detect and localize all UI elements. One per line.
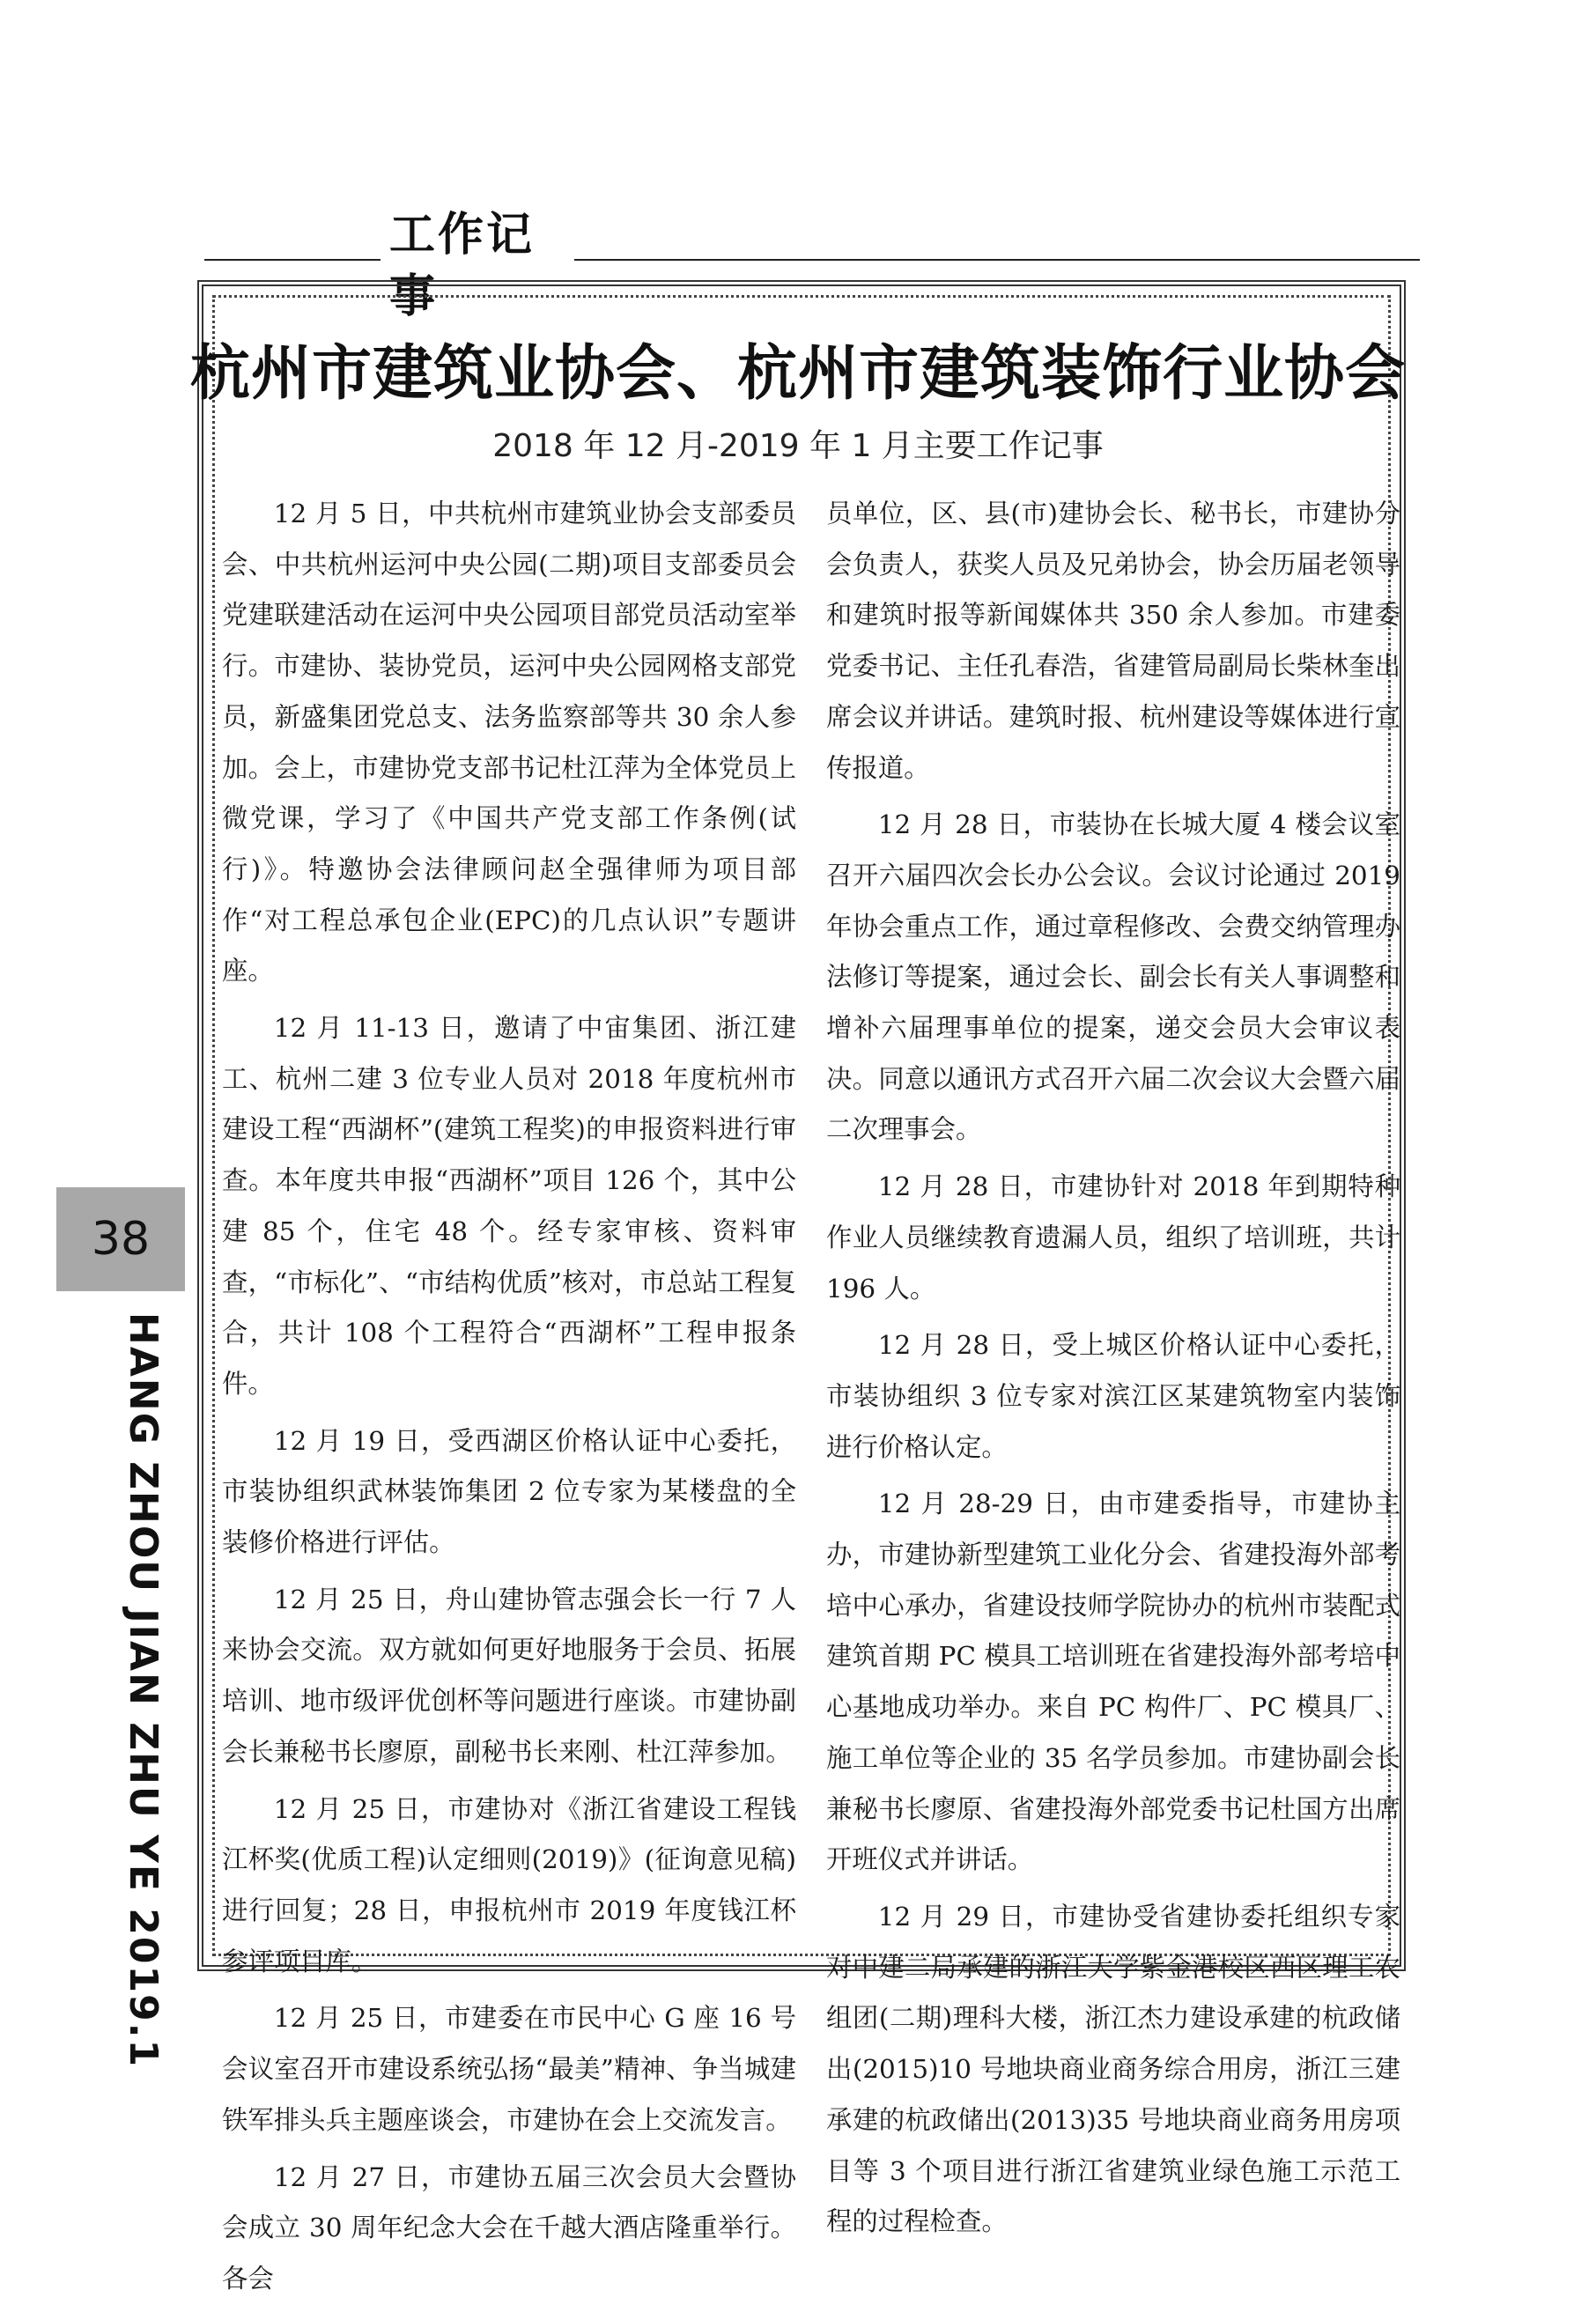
paragraph: 12 月 27 日，市建协五届三次会员大会暨协会成立 30 周年纪念大会在千越大酒店隆重举行。各会 (222, 2161, 796, 2294)
page-number: 38 (56, 1187, 185, 1291)
left-column (222, 489, 796, 2294)
journal-label: HANG ZHOU JIAN ZHU YE 2019.1 (121, 1312, 166, 2069)
paragraph: 12 月 25 日，舟山建协管志强会长一行 7 人来协会交流。双方就如何更好地服务于会员、拓展培训、地市级评优创杯等问题进行座谈。市建协副会长兼秘书长廖原，副秘书长来刚、杜江萍参加。 (222, 1584, 796, 1767)
paragraph: 12 月 28 日，市装协在长城大厦 4 楼会议室召开六届四次会长办公会议。会议讨论通过 2019 年协会重点工作，通过章程修改、会费交纳管理办法修订等提案，通过会长、副会长有关人事调整和增补六届理事单位的提案，递交会员大会审议表决。同意以通讯方式召开六届二次会议大会暨六届二次理事会。 (826, 809, 1400, 1145)
paragraph: 12 月 25 日，市建协对《浙江省建设工程钱江杯奖(优质工程)认定细则(2019)》(征询意见稿)进行回复；28 日，申报杭州市 2019 年度钱江杯参评项目库。 (222, 1793, 796, 1976)
section-header (204, 204, 1420, 323)
article-title: 杭州市建筑业协会、杭州市建筑装饰行业协会 (189, 338, 1406, 409)
paragraph: 12 月 28 日，受上城区价格认证中心委托，市装协组织 3 位专家对滨江区某建筑物室内装饰进行价格认定。 (826, 1330, 1400, 1462)
paragraph: 12 月 19 日，受西湖区价格认证中心委托，市装协组织武林装饰集团 2 位专家为某楼盘的全装修价格进行评估。 (222, 1425, 796, 1558)
article-subtitle: 2018 年 12 月-2019 年 1 月主要工作记事 (492, 428, 1104, 464)
section-label: 工作记事 (389, 209, 536, 323)
header-rule-left (204, 259, 381, 261)
header-rule-right (574, 259, 1420, 261)
right-column (826, 489, 1400, 2237)
paragraph: 12 月 11-13 日，邀请了中宙集团、浙江建工、杭州二建 3 位专业人员对 2018 年度杭州市建设工程“西湖杯”(建筑工程奖)的申报资料进行审查。本年度共申报“西湖杯”项目 126 个，其中公建 85 个，住宅 48 个。经专家审核、资料审查，“市标化”、“市结构优质”核对，市总站工程复合，共计 108 个工程符合“西湖杯”工程申报条件。 (222, 1013, 796, 1399)
paragraph: 12 月 25 日，市建委在市民中心 G 座 16 号会议室召开市建设系统弘扬“最美”精神、争当城建铁军排头兵主题座谈会，市建协在会上交流发言。 (222, 2003, 796, 2135)
paragraph: 12 月 28 日，市建协针对 2018 年到期特种作业人员继续教育遗漏人员，组织了培训班，共计 196 人。 (826, 1171, 1400, 1304)
paragraph: 12 月 29 日，市建协受省建协委托组织专家对中建二局承建的浙江大学紫金港校区西区理工农组团(二期)理科大楼，浙江杰力建设承建的杭政储出(2015)10 号地块商业商务综合用房，浙江三建承建的杭政储出(2013)35 号地块商业商务用房项目等 3 个项目进行浙江省建筑业绿色施工示范工程的过程检查。 (826, 1901, 1400, 2237)
paragraph-continuation: 员单位，区、县(市)建协会长、秘书长，市建协分会负责人，获奖人员及兄弟协会，协会历届老领导和建筑时报等新闻媒体共 350 余人参加。市建委党委书记、主任孔春浩，省建管局副局长柴林奎出席会议并讲话。建筑时报、杭州建设等媒体进行宣传报道。 (826, 499, 1400, 783)
paragraph: 12 月 5 日，中共杭州市建筑业协会支部委员会、中共杭州运河中央公园(二期)项目支部委员会党建联建活动在运河中央公园项目部党员活动室举行。市建协、装协党员，运河中央公园网格支部党员，新盛集团党总支、法务监察部等共 30 余人参加。会上，市建协党支部书记杜江萍为全体党员上微党课，学习了《中国共产党支部工作条例(试行)》。特邀协会法律顾问赵全强律师为项目部作“对工程总承包企业(EPC)的几点认识”专题讲座。 (222, 499, 796, 986)
paragraph: 12 月 28-29 日，由市建委指导，市建协主办，市建协新型建筑工业化分会、省建投海外部考培中心承办，省建设技师学院协办的杭州市装配式建筑首期 PC 模具工培训班在省建投海外部考培中心基地成功举办。来自 PC 构件厂、PC 模具厂、施工单位等企业的 35 名学员参加。市建协副会长兼秘书长廖原、省建投海外部党委书记杜国方出席开班仪式并讲话。 (826, 1489, 1400, 1875)
